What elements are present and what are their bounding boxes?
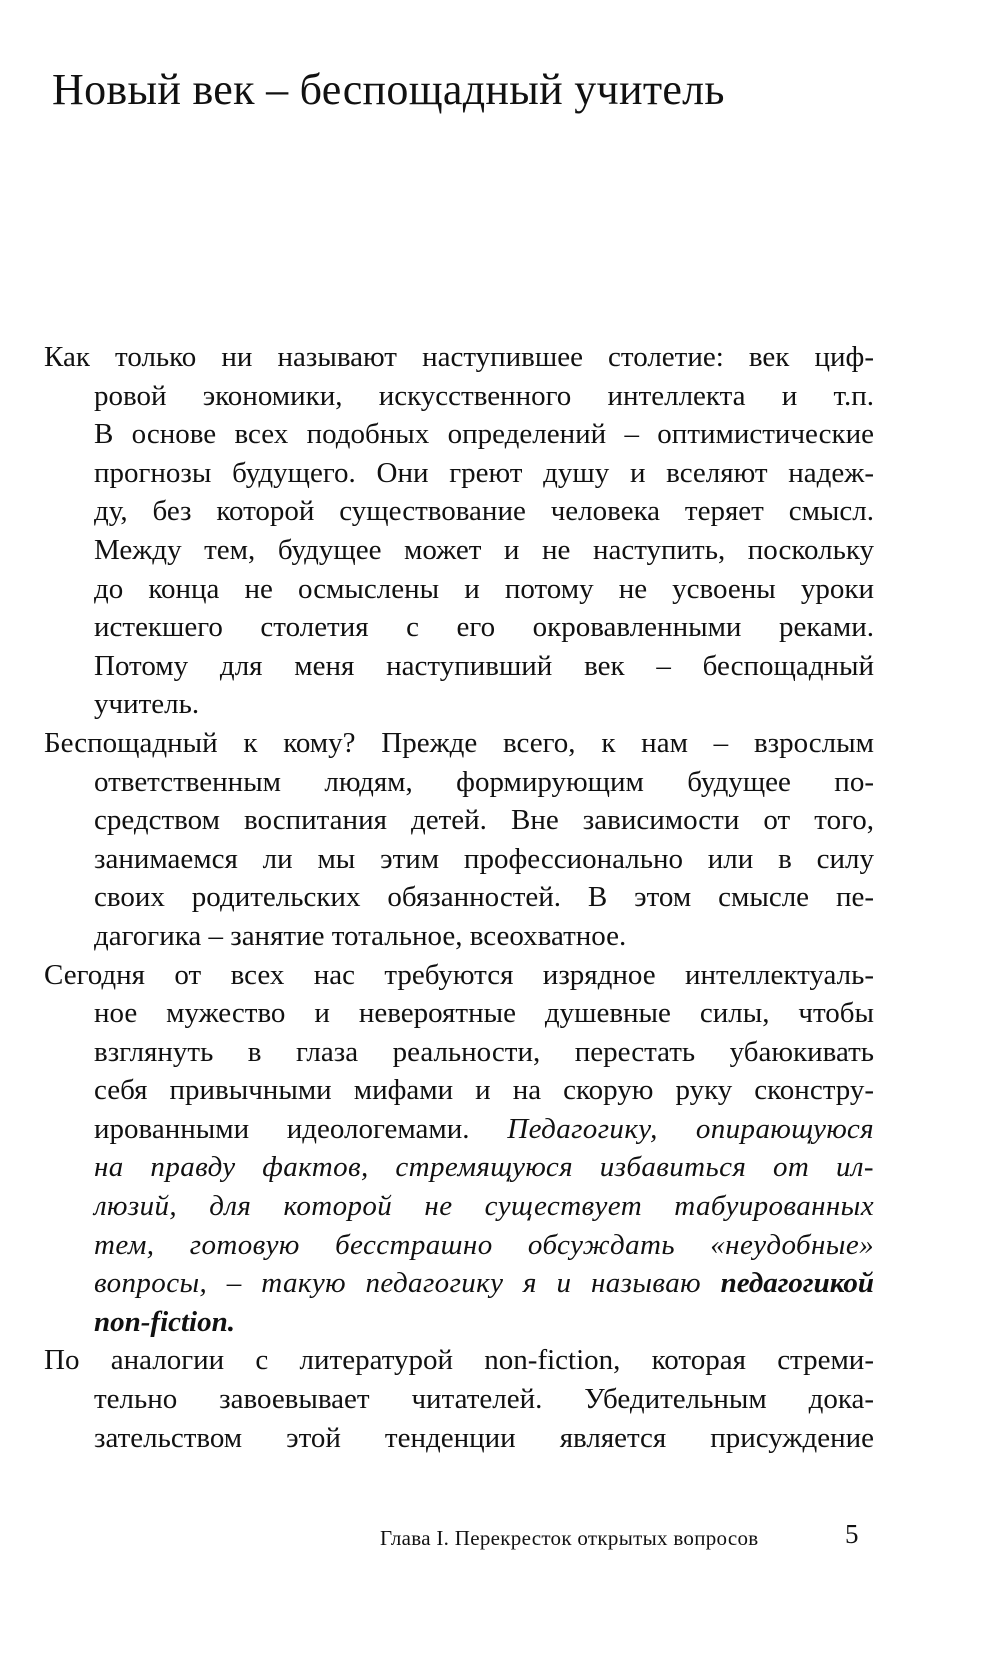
text-line-mixed (44, 1110, 874, 1149)
text-line: средством воспитания детей. Вне зависимости от того, (94, 804, 874, 837)
paragraph-2 (44, 724, 874, 956)
text-line: ответственным людям, формирующим будущее по- (94, 765, 874, 798)
text-line-italic (44, 1264, 874, 1303)
text-line: истекшего столетия с его окровавленными реками. (94, 611, 874, 644)
paragraph-1 (44, 338, 874, 724)
text-line: занимаемся ли мы этим профессионально или в силу (94, 842, 874, 875)
paragraph-3 (44, 956, 874, 1342)
paragraph-4 (44, 1341, 874, 1457)
running-footer: Глава I. Перекресток открытых вопросов (380, 1526, 759, 1550)
text-line: Между тем, будущее может и не наступить, поскольку (94, 533, 874, 566)
text-line: взглянуть в глаза реальности, перестать убаюкивать (94, 1035, 874, 1068)
text-line: Сегодня от всех нас требуются изрядное интеллектуаль- (44, 958, 874, 991)
text-line-italic (44, 1226, 874, 1265)
text-line: ровой экономики, искусственного интеллекта и т.п. (94, 379, 874, 412)
text-line-italic (44, 1148, 874, 1187)
text-line: ду, без которой существование человека теряет смысл. (94, 495, 874, 528)
text-line: до конца не осмыслены и потому не усвоены уроки (94, 572, 874, 605)
text-line: По аналогии с литературой non-fiction, которая стреми- (44, 1344, 874, 1377)
plain-text: ированными идеологемами. (94, 1112, 508, 1145)
text-line: своих родительских обязанностей. В этом смысле пе- (94, 881, 874, 914)
page-title: Новый век – беспощадный учитель (52, 65, 725, 114)
italic-text: тем, готовую бесстрашно обсуждать «неудобные» (94, 1228, 874, 1261)
text-line: зательством этой тенденции является присуждение (94, 1421, 874, 1454)
text-line-italic (44, 1187, 874, 1226)
bold-italic-text: . (227, 1305, 235, 1338)
body-text (44, 338, 874, 1457)
bold-italic-text: non-fiction (94, 1305, 228, 1338)
bold-italic-text: педагогикой (720, 1267, 874, 1300)
text-line: прогнозы будущего. Они греют душу и вселяют надеж- (94, 456, 874, 489)
italic-text: Педагогику, опирающуюся (507, 1112, 874, 1145)
text-line: дагогика – занятие тотальное, всеохватное. (94, 919, 627, 952)
text-line: Потому для меня наступивший век – беспощадный (94, 649, 874, 682)
text-line: Беспощадный к кому? Прежде всего, к нам – взрослым (44, 726, 874, 759)
text-line: себя привычными мифами и на скорую руку сконстру- (94, 1074, 874, 1107)
text-line-bold (44, 1303, 874, 1342)
text-line: Как только ни называют наступившее столетие: век циф- (44, 341, 874, 373)
text-line: ное мужество и невероятные душевные силы, чтобы (94, 997, 874, 1030)
italic-text: люзий, для которой не существует табуированных (94, 1190, 874, 1223)
page-number: 5 (845, 1519, 859, 1549)
italic-text: на правду фактов, стремящуюся избавиться от ил- (94, 1151, 874, 1184)
text-line: учитель. (94, 688, 200, 721)
text-line: В основе всех подобных определений – оптимистические (94, 418, 874, 451)
italic-text: вопросы, – такую педагогику я и называю (94, 1267, 721, 1300)
text-line: тельно завоевывает читателей. Убедительным дока- (94, 1383, 874, 1416)
